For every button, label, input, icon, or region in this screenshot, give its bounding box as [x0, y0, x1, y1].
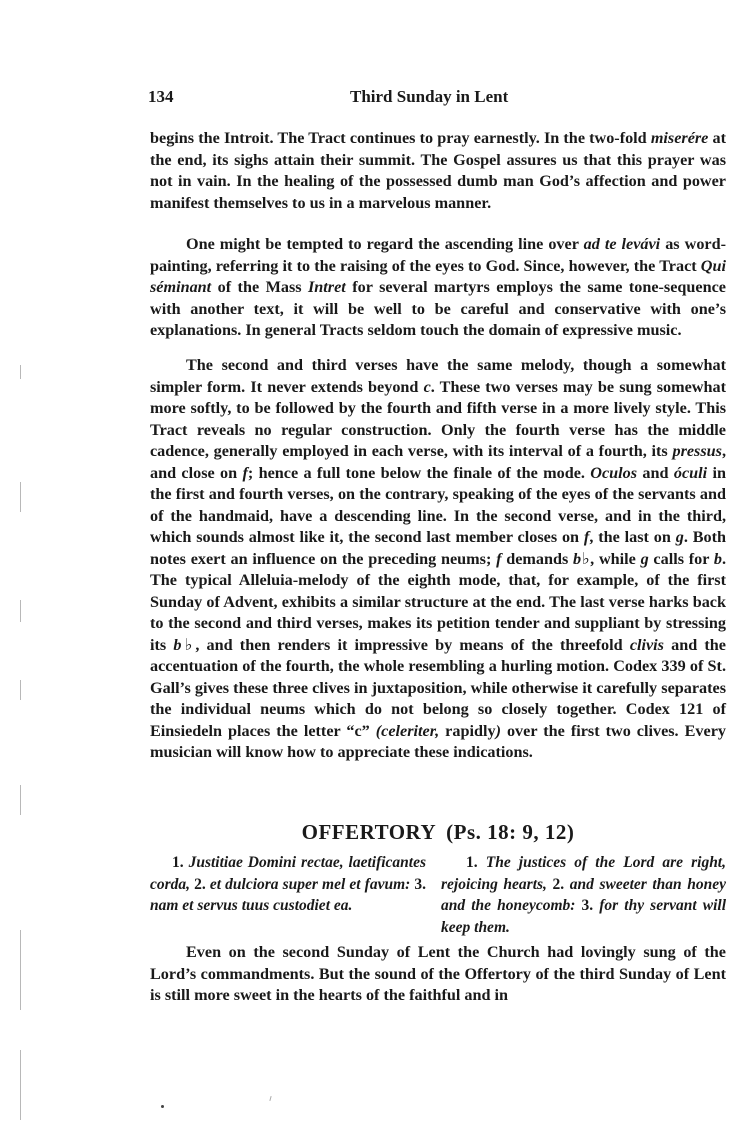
margin-scan-mark [20, 930, 21, 1010]
italic-run: Justitiae Domini rectae, laetificantes corda, [150, 854, 427, 893]
text-run: rapidly [439, 721, 496, 740]
text-run: ; hence a full tone below the finale of the mode. [247, 463, 591, 482]
text-run: . These two verses may be sung somewhat more softly, to be followed by the fourth and fifth verse in a more lively style. This Tract reveals no regular construction. Only the fourth verse has the middle cadence, generally employed in each verse, with its interval of a fourth, its [150, 377, 726, 460]
italic-run: pressus [672, 442, 722, 460]
text-run: in the first and fourth verses, on the contrary, speaking of the eyes of the servants and of the handmaid, have a descending line. In the second verse, and in the third, which sounds almost like it, the second last member closes on [150, 463, 726, 546]
italic-run: Qui séminant [150, 256, 726, 296]
scan-speck [269, 1096, 271, 1101]
margin-scan-mark [20, 365, 21, 379]
text-run: . Both notes exert an influence on the preceding neums; [150, 528, 726, 568]
text-run: at the end, its sighs attain their summit. The Gospel assures us that this prayer was not in vain. In the healing of the possessed dumb man God’s affection and power manifest themselves to us in a marvelous manner. [150, 129, 726, 212]
italic-run: miserére [650, 129, 709, 147]
body-paragraph [150, 128, 726, 214]
psalm-reference: (Ps. 18: 9, 12) [446, 820, 575, 844]
italic-run: nam et servus tuus custodiet ea. [150, 897, 353, 914]
margin-scan-mark [20, 482, 21, 512]
margin-scan-mark [20, 785, 21, 815]
italic-run: g [675, 528, 684, 546]
text-run: 1. [172, 854, 189, 871]
italic-run: ) [495, 721, 501, 740]
italic-run: ad te levávi [583, 235, 661, 253]
closing-paragraph [150, 942, 726, 1007]
text-run: , and then renders it impressive by means of the threefold [195, 635, 630, 654]
text-run: . The typical Alleluia-melody of the eighth mode, that, for example, of the first Sunday of Advent, exhibits a similar structure at the end. The last verse harks back to the second and third verses, makes its petition tender and suppliant by stressing its [150, 549, 727, 654]
italic-run: f [496, 549, 502, 568]
italic-run: et dulciora super mel et favum: [209, 875, 411, 893]
text-run: 2. [190, 875, 210, 893]
text-run: over the first two clives. Every musician will know how to appreciate these indications. [150, 721, 726, 761]
italic-run: Intret [308, 278, 346, 296]
text-run: demands [501, 549, 574, 568]
margin-scan-mark [20, 600, 21, 622]
italic-run: clivis [629, 635, 664, 654]
italic-run: g [640, 549, 649, 568]
italic-run: for thy servant will keep them. [441, 897, 727, 936]
text-run: of the Mass [211, 278, 308, 296]
text-run: 3. [410, 875, 426, 893]
text-run: as word-painting, referring it to the raising of the eyes to God. Since, however, the Tract [150, 235, 726, 275]
italic-run: b [713, 549, 722, 568]
text-run: for several martyrs employs the same tone-sequence with another text, it will be well to be careful and conservative with one’s explanations. In general Tracts seldom touch the domain of expressive music. [150, 278, 726, 339]
text-run: 2. [546, 875, 570, 893]
latin-text-column [150, 852, 426, 917]
text-run: One might be tempted to regard the ascending line over [186, 235, 584, 253]
english-translation-column [441, 852, 726, 938]
text-run: and the accentuation of the fourth, the whole resembling a hurling motion. Codex 339 of St. Gall’s gives these three clives in juxtaposition, while otherwise it carefully separates the individual neums which do not belong so closely together. Codex 121 of Einsiedeln places the letter “c” [150, 635, 726, 740]
running-head: Third Sunday in Lent [350, 87, 509, 106]
text-run: , and close on [150, 442, 726, 482]
italic-run: and sweeter than honey and the honeycomb: [441, 875, 727, 914]
italic-run: c [423, 377, 431, 396]
italic-run: The justices of the Lord are right, rejoicing hearts, [441, 854, 726, 893]
body-paragraph [150, 355, 726, 764]
text-run: calls for [648, 549, 714, 568]
text-run: begins the Introit. The Tract continues to pray earnestly. In the two-fold [150, 129, 651, 147]
text-run: Even on the second Sunday of Lent the Church had lovingly sung of the Lord’s commandments. But the sound of the Offertory of the third Sunday of Lent is still more sweet in the hearts of the faithful and in [150, 943, 726, 1004]
italic-run: Oculos [590, 463, 638, 482]
margin-scan-mark [20, 680, 21, 700]
italic-run: b♭ [173, 635, 196, 654]
body-paragraph [150, 234, 726, 342]
scan-speck [161, 1105, 164, 1108]
text-run: , the last on [589, 528, 676, 546]
text-run: and [637, 463, 674, 482]
italic-run: óculi [673, 463, 708, 482]
italic-run: (celeriter, [375, 721, 440, 740]
text-run: 3. [575, 897, 600, 914]
italic-run: f [242, 463, 248, 482]
italic-run: f [583, 528, 590, 546]
text-run: , while [590, 549, 641, 568]
offertory-heading [150, 820, 726, 845]
text-run: The second and third verses have the same melody, though a somewhat simpler form. It never extends beyond [150, 356, 726, 396]
text-run: 1. [466, 854, 486, 871]
margin-scan-mark [20, 1050, 21, 1120]
page-number: 134 [148, 87, 174, 106]
italic-run: b♭ [573, 549, 591, 568]
offertory-title: OFFERTORY [301, 820, 437, 844]
